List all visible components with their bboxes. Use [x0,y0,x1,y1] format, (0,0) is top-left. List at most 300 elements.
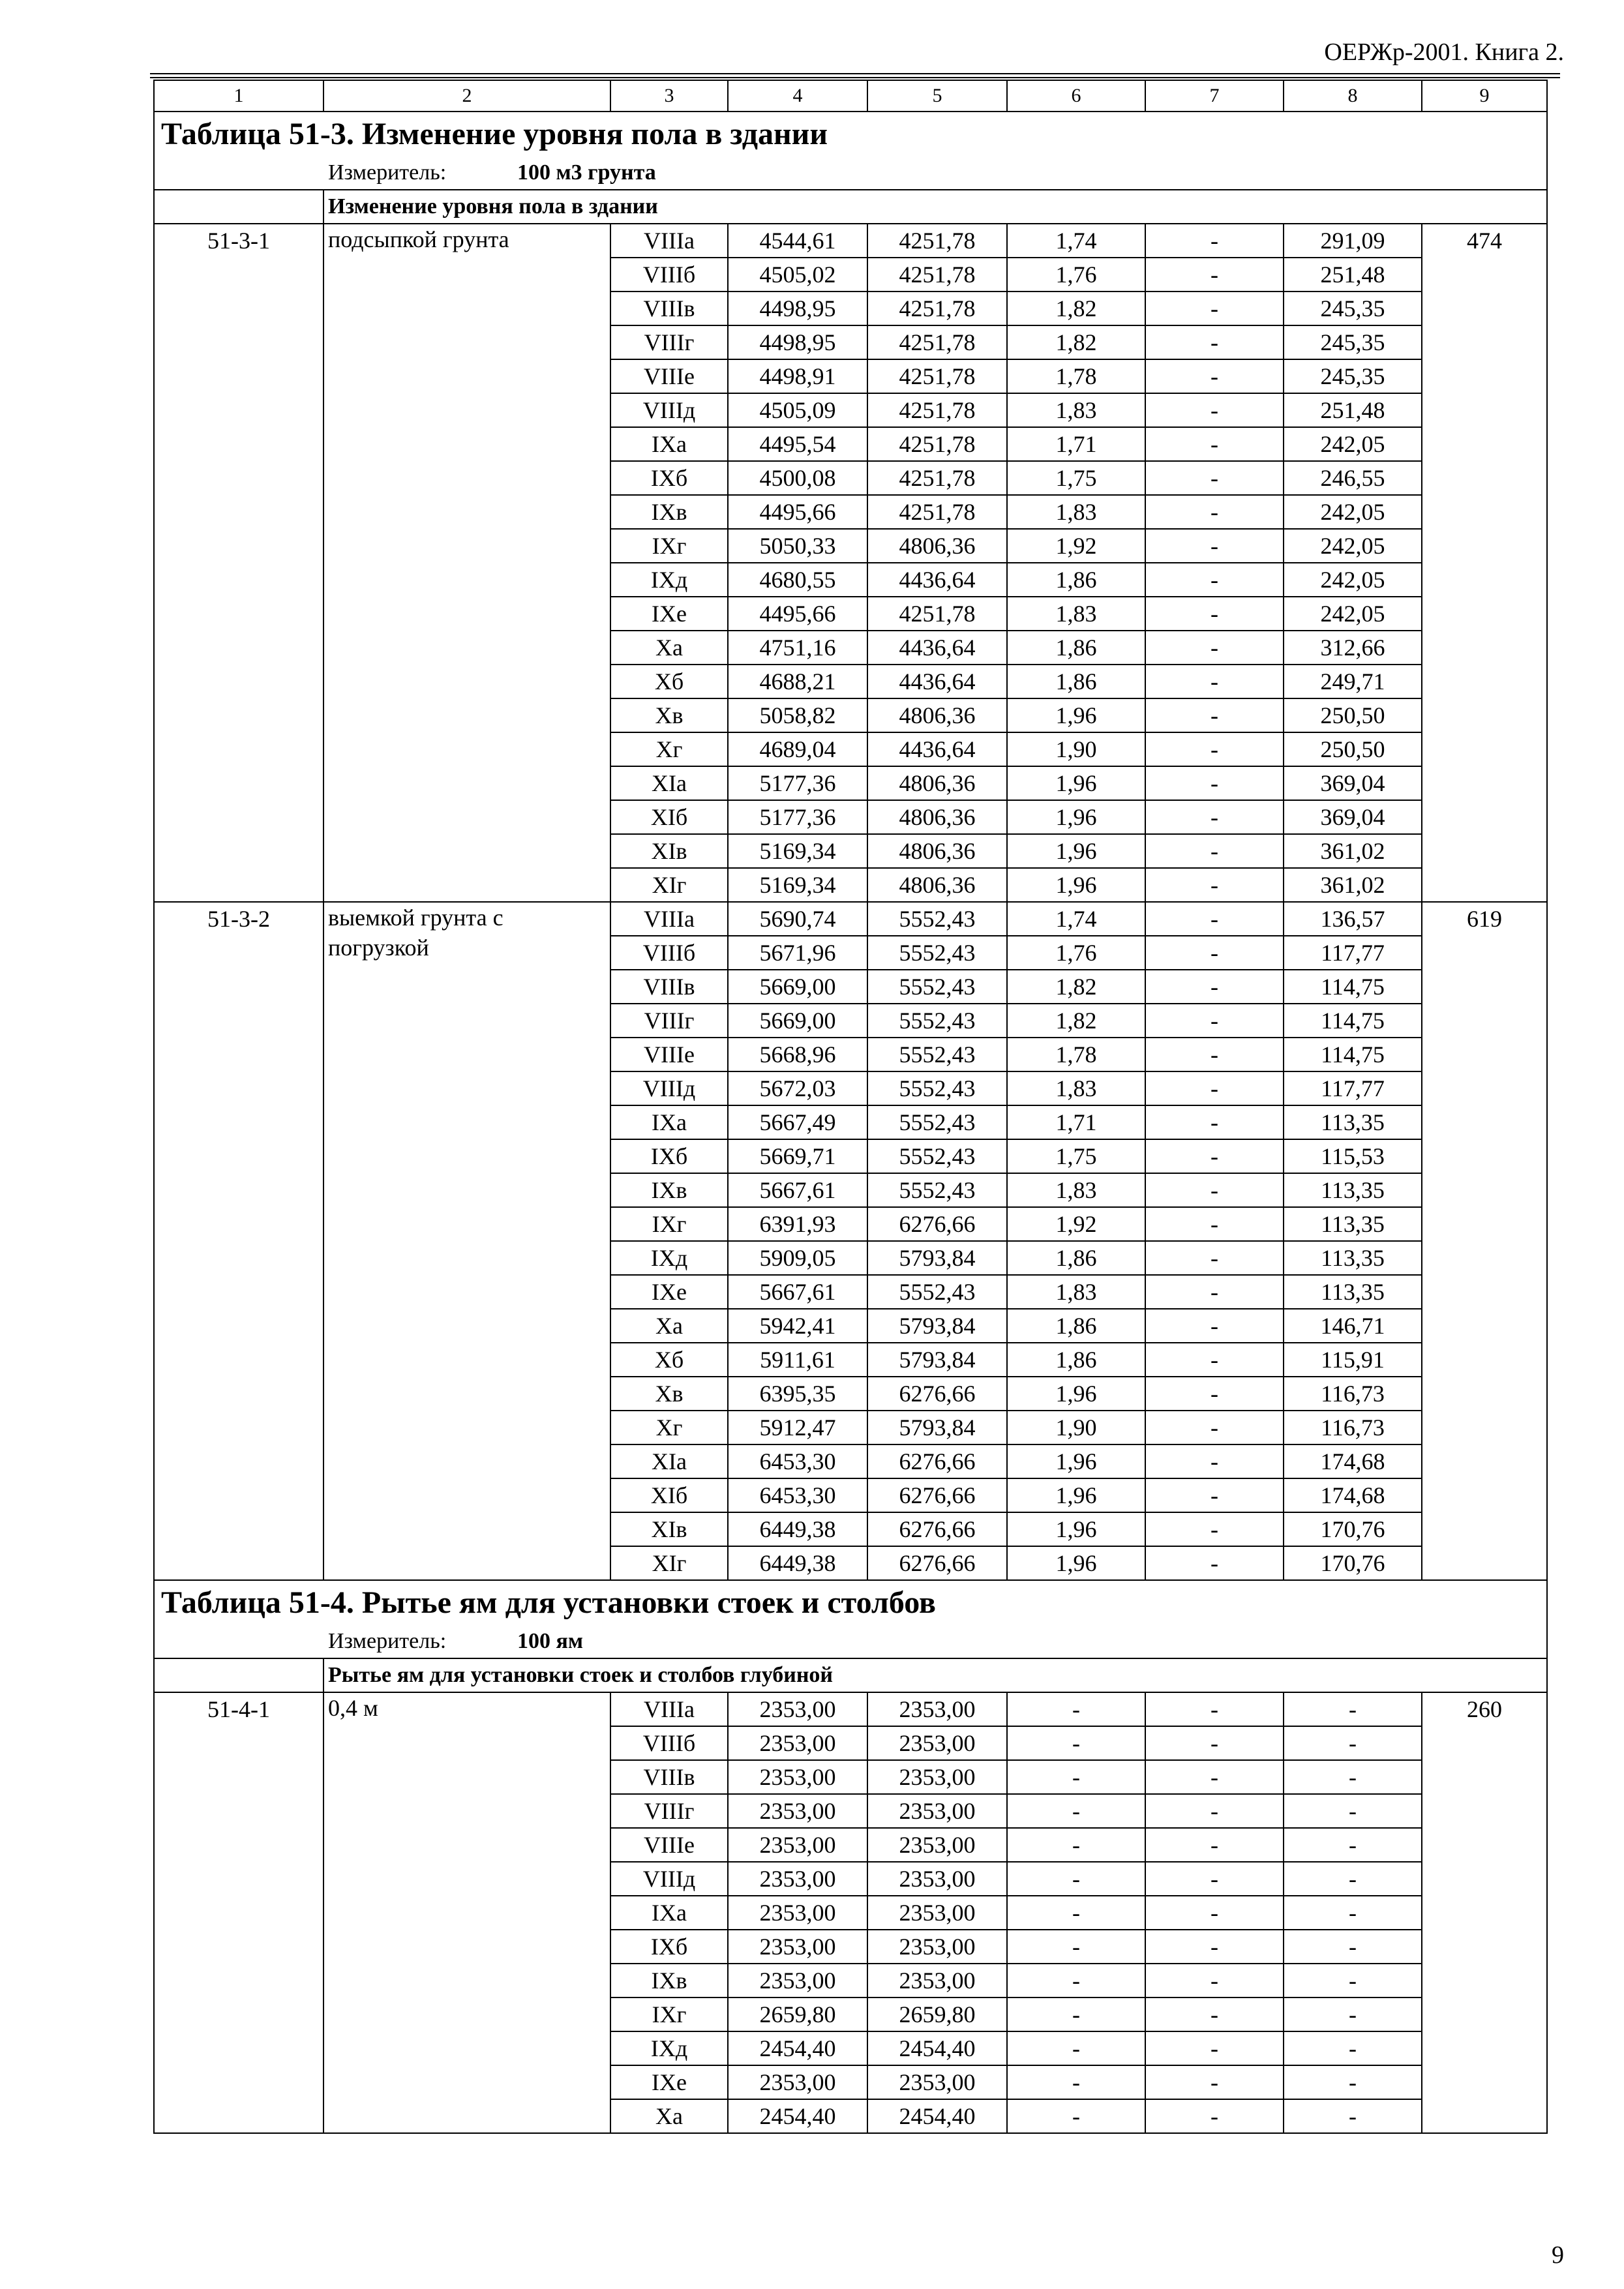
table-cell: VIIIб [610,258,728,292]
table-cell: 1,92 [1007,529,1145,563]
table-cell: 5552,43 [867,1004,1007,1038]
table-cell: 5793,84 [867,1241,1007,1275]
measure-row [154,1625,1547,1658]
table-cell: - [1007,1794,1145,1828]
table-cell: 6276,66 [867,1444,1007,1478]
table-cell: 5552,43 [867,970,1007,1004]
table-cell: - [1145,1105,1284,1139]
table-cell: 5668,96 [728,1038,867,1071]
page-number: 9 [1552,2241,1564,2269]
table-cell: IXг [610,1997,728,2031]
table-cell: 361,02 [1284,834,1422,868]
column-number: 4 [728,80,867,112]
table-cell: 117,77 [1284,936,1422,970]
table-cell: 250,50 [1284,732,1422,766]
table-cell: 245,35 [1284,292,1422,325]
table-cell: IXв [610,495,728,529]
table-cell: 114,75 [1284,1038,1422,1071]
table-cell: 1,78 [1007,1038,1145,1071]
table-cell: 369,04 [1284,766,1422,800]
subtitle: Изменение уровня пола в здании [323,190,1547,224]
table-cell: - [1145,1241,1284,1275]
table-cell: - [1145,597,1284,631]
table-cell: IXд [610,1241,728,1275]
table-cell: IXа [610,1105,728,1139]
table-cell: 113,35 [1284,1241,1422,1275]
column-number: 9 [1422,80,1547,112]
table-cell: - [1145,1930,1284,1964]
table-cell: 4251,78 [867,325,1007,359]
table-cell: - [1145,2099,1284,2133]
table-cell: 1,83 [1007,1071,1145,1105]
table-cell: 4806,36 [867,529,1007,563]
table-cell: - [1145,1071,1284,1105]
table-cell: 2353,00 [728,1896,867,1930]
table-cell: 2353,00 [728,1692,867,1726]
table-cell: 245,35 [1284,359,1422,393]
resource-code: 619 [1422,902,1547,1580]
column-number: 5 [867,80,1007,112]
table-cell: 5169,34 [728,834,867,868]
table-cell: VIIIа [610,224,728,258]
table-cell: 5671,96 [728,936,867,970]
table-cell: 5552,43 [867,1139,1007,1173]
table-cell: 4688,21 [728,665,867,698]
table-cell: 361,02 [1284,868,1422,902]
table-cell: 6453,30 [728,1444,867,1478]
table-cell: VIIIг [610,1794,728,1828]
table-cell: - [1145,1760,1284,1794]
table-cell: VIIIа [610,1692,728,1726]
table-cell: - [1145,902,1284,936]
table-cell: 1,90 [1007,732,1145,766]
table-cell: - [1145,1512,1284,1546]
table-cell: - [1284,1930,1422,1964]
table-cell: 4498,95 [728,292,867,325]
table-cell: - [1145,1726,1284,1760]
table-cell: 2353,00 [728,1964,867,1997]
subtitle: Рытье ям для установки стоек и столбов глубиной [323,1658,1547,1692]
table-cell: 2353,00 [867,1726,1007,1760]
table-cell: 146,71 [1284,1309,1422,1343]
table-cell: - [1145,427,1284,461]
table-cell: - [1007,1862,1145,1896]
table-cell: - [1284,1997,1422,2031]
table-cell: - [1145,563,1284,597]
table-cell: 6276,66 [867,1478,1007,1512]
table-cell: 1,76 [1007,258,1145,292]
table-cell: 2454,40 [728,2099,867,2133]
table-cell: - [1145,1444,1284,1478]
table-cell: IXе [610,597,728,631]
table-cell: - [1145,2065,1284,2099]
table-cell: - [1145,1377,1284,1411]
table-cell: 4436,64 [867,563,1007,597]
table-cell: IXе [610,2065,728,2099]
table-cell: 4495,54 [728,427,867,461]
table-cell: - [1145,1964,1284,1997]
rate-code: 51-3-2 [154,902,323,1580]
table-cell: 4251,78 [867,393,1007,427]
table-cell: 4251,78 [867,427,1007,461]
table-cell: 2353,00 [867,1794,1007,1828]
table-cell: 242,05 [1284,427,1422,461]
table-cell: 2353,00 [867,1828,1007,1862]
table-cell: - [1145,970,1284,1004]
table-cell: - [1145,1173,1284,1207]
table-cell: IXг [610,529,728,563]
table-cell: IXв [610,1173,728,1207]
table-title-row [154,112,1547,157]
table-cell: 5552,43 [867,1071,1007,1105]
work-name: 0,4 м [323,1692,610,2133]
table-cell: 113,35 [1284,1207,1422,1241]
table-cell: 5669,00 [728,1004,867,1038]
table-cell: 1,78 [1007,359,1145,393]
table-cell: VIIIд [610,1071,728,1105]
table-cell: 369,04 [1284,800,1422,834]
table-cell: VIIIг [610,325,728,359]
table-cell: 4436,64 [867,631,1007,665]
table-cell: - [1007,1726,1145,1760]
column-number: 7 [1145,80,1284,112]
table-cell: - [1007,2099,1145,2133]
table-cell: - [1145,732,1284,766]
table-cell: 2353,00 [728,1862,867,1896]
work-name: выемкой грунта с погрузкой [323,902,610,1580]
table-cell: - [1145,665,1284,698]
table-cell: 6276,66 [867,1377,1007,1411]
table-cell: 5690,74 [728,902,867,936]
table-cell: 5050,33 [728,529,867,563]
table-cell: 6449,38 [728,1512,867,1546]
table-cell: 4806,36 [867,868,1007,902]
table-cell: 170,76 [1284,1546,1422,1580]
table-cell: 5177,36 [728,800,867,834]
table-cell: 4495,66 [728,597,867,631]
table-cell: 174,68 [1284,1444,1422,1478]
table-cell: IXб [610,1139,728,1173]
table-cell: 1,86 [1007,1343,1145,1377]
table-cell: 4806,36 [867,766,1007,800]
table-cell: 5552,43 [867,1173,1007,1207]
table-cell: VIIIб [610,1726,728,1760]
table-cell: - [1145,1862,1284,1896]
table-cell: 5058,82 [728,698,867,732]
table-cell: Xа [610,631,728,665]
table-cell: 5552,43 [867,936,1007,970]
table-cell: 1,83 [1007,495,1145,529]
table-row [154,902,1547,936]
table-cell: - [1145,1411,1284,1444]
table-cell: - [1145,834,1284,868]
table-cell: - [1007,1930,1145,1964]
table-cell: 4500,08 [728,461,867,495]
table-cell: IXб [610,1930,728,1964]
table-cell: - [1145,1139,1284,1173]
table-cell: Xг [610,732,728,766]
table-cell: 242,05 [1284,529,1422,563]
header-rule [150,73,1560,74]
table-cell: 2353,00 [728,1794,867,1828]
table-cell: - [1145,325,1284,359]
table-cell: 1,92 [1007,1207,1145,1241]
column-number-row [154,80,1547,112]
table-cell: 1,83 [1007,597,1145,631]
table-cell: 1,71 [1007,427,1145,461]
table-cell: - [1145,495,1284,529]
table-cell: - [1007,1828,1145,1862]
table-cell: IXг [610,1207,728,1241]
table-cell: 115,91 [1284,1343,1422,1377]
table-cell: - [1145,1004,1284,1038]
table-cell: 170,76 [1284,1512,1422,1546]
table-cell: 5552,43 [867,1038,1007,1071]
table-title: Таблица 51-4. Рытье ям для установки стоек и столбов [154,1580,1547,1625]
table-cell: 1,74 [1007,224,1145,258]
table-cell: IXа [610,427,728,461]
table-cell: - [1284,2065,1422,2099]
table-cell: 1,71 [1007,1105,1145,1139]
table-cell: - [1145,631,1284,665]
table-cell: - [1145,1546,1284,1580]
table-cell: 5912,47 [728,1411,867,1444]
table-cell: 174,68 [1284,1478,1422,1512]
table-cell: 1,96 [1007,834,1145,868]
table-cell: - [1145,2031,1284,2065]
measure-label: Измеритель: [328,1629,447,1653]
table-cell: - [1284,2031,1422,2065]
table-cell: 5169,34 [728,868,867,902]
table-cell: - [1145,1343,1284,1377]
header-rule-second [150,77,1560,78]
table-cell: - [1145,1794,1284,1828]
table-cell: 4251,78 [867,359,1007,393]
table-cell: Xг [610,1411,728,1444]
table-cell: - [1145,1207,1284,1241]
table-cell: - [1145,224,1284,258]
table-cell: 246,55 [1284,461,1422,495]
table-cell: VIIIа [610,902,728,936]
table-cell: 1,75 [1007,461,1145,495]
table-cell: XIа [610,1444,728,1478]
table-cell: 5552,43 [867,902,1007,936]
table-cell: 245,35 [1284,325,1422,359]
table-cell: 4251,78 [867,597,1007,631]
table-cell: IXд [610,2031,728,2065]
table-cell: - [1145,1275,1284,1309]
column-number: 3 [610,80,728,112]
rate-code: 51-3-1 [154,224,323,902]
table-cell: IXб [610,461,728,495]
column-number: 8 [1284,80,1422,112]
table-cell: 4251,78 [867,224,1007,258]
table-cell: 5793,84 [867,1343,1007,1377]
table-cell: XIв [610,1512,728,1546]
table-cell: 5672,03 [728,1071,867,1105]
table-cell: 2353,00 [867,1692,1007,1726]
table-cell: - [1145,1309,1284,1343]
subtitle-row [154,1658,1547,1692]
table-cell: 2454,40 [867,2099,1007,2133]
table-cell: - [1145,1692,1284,1726]
table-cell: 5942,41 [728,1309,867,1343]
table-cell: - [1145,936,1284,970]
table-cell: 2353,00 [867,1760,1007,1794]
table-cell: 6276,66 [867,1207,1007,1241]
rates-table [153,80,1548,2134]
table-cell: 5667,49 [728,1105,867,1139]
work-name: подсыпкой грунта [323,224,610,902]
table-cell: 4251,78 [867,292,1007,325]
measure-cell [154,1625,1547,1658]
table-cell: 4436,64 [867,665,1007,698]
table-cell: 1,75 [1007,1139,1145,1173]
table-cell: Xб [610,1343,728,1377]
table-cell: VIIIе [610,1828,728,1862]
table-cell: 1,96 [1007,1478,1145,1512]
table-cell: - [1145,292,1284,325]
table-cell: - [1145,766,1284,800]
table-cell: - [1145,258,1284,292]
table-cell: 5911,61 [728,1343,867,1377]
table-cell: 4806,36 [867,834,1007,868]
table-cell: 1,96 [1007,800,1145,834]
table-cell: IXе [610,1275,728,1309]
table-cell: 2353,00 [728,1726,867,1760]
table-cell: 2454,40 [867,2031,1007,2065]
column-number: 2 [323,80,610,112]
table-cell: - [1284,1964,1422,1997]
table-cell: VIIIг [610,1004,728,1038]
table-cell: - [1145,1997,1284,2031]
rate-code: 51-4-1 [154,1692,323,2133]
table-cell: XIв [610,834,728,868]
table-cell: - [1284,1862,1422,1896]
table-cell: 1,96 [1007,766,1145,800]
table-cell: 2353,00 [728,1828,867,1862]
table-cell: - [1145,393,1284,427]
table-cell: 2353,00 [728,1930,867,1964]
table-cell: - [1284,1760,1422,1794]
table-cell: Xб [610,665,728,698]
table-cell: 116,73 [1284,1411,1422,1444]
table-cell: 113,35 [1284,1105,1422,1139]
resource-code: 260 [1422,1692,1547,2133]
table-cell: 1,82 [1007,1004,1145,1038]
table-cell: - [1145,1038,1284,1071]
table-cell: 1,86 [1007,563,1145,597]
table-cell: - [1145,1828,1284,1862]
table-cell: 1,83 [1007,1173,1145,1207]
table-cell: 5793,84 [867,1309,1007,1343]
table-cell: IXд [610,563,728,597]
table-cell: - [1007,2031,1145,2065]
measure-label: Измеритель: [328,160,447,185]
table-cell: 4495,66 [728,495,867,529]
running-header: ОЕРЖр-2001. Книга 2. [1324,38,1564,66]
table-cell: 5669,00 [728,970,867,1004]
table-cell: 2353,00 [867,1896,1007,1930]
table-cell: 6449,38 [728,1546,867,1580]
table-cell: 1,82 [1007,292,1145,325]
table-cell: 4689,04 [728,732,867,766]
table-cell: - [1007,1692,1145,1726]
table-cell: VIIIв [610,1760,728,1794]
table-body [154,80,1547,2133]
table-cell: Xв [610,698,728,732]
table-cell: 5909,05 [728,1241,867,1275]
table-cell: - [1284,1794,1422,1828]
table-cell: VIIIв [610,970,728,1004]
table-cell: IXа [610,1896,728,1930]
table-cell: - [1284,2099,1422,2133]
table-cell: IXв [610,1964,728,1997]
table-cell: VIIIд [610,393,728,427]
table-cell: 113,35 [1284,1173,1422,1207]
table-cell: Xа [610,1309,728,1343]
table-cell: 4251,78 [867,258,1007,292]
table-cell: 1,96 [1007,868,1145,902]
table-cell: 4680,55 [728,563,867,597]
table-cell: 1,86 [1007,631,1145,665]
table-cell: 113,35 [1284,1275,1422,1309]
table-cell: 242,05 [1284,597,1422,631]
table-cell: 1,96 [1007,1444,1145,1478]
table-cell: - [1145,698,1284,732]
table-cell: - [1007,1760,1145,1794]
table-cell: 4251,78 [867,461,1007,495]
table-cell: 4505,02 [728,258,867,292]
table-cell: - [1007,1997,1145,2031]
table-cell: 6395,35 [728,1377,867,1411]
table-cell: Xв [610,1377,728,1411]
table-cell: 4806,36 [867,698,1007,732]
table-cell: 114,75 [1284,970,1422,1004]
table-cell: 5793,84 [867,1411,1007,1444]
table-cell: 2353,00 [867,2065,1007,2099]
table-title-row [154,1580,1547,1625]
table-cell: 2659,80 [867,1997,1007,2031]
table-cell: 5669,71 [728,1139,867,1173]
table-cell: 1,74 [1007,902,1145,936]
table-cell: 5177,36 [728,766,867,800]
table-cell: - [1145,868,1284,902]
table-cell: - [1007,1964,1145,1997]
table-cell: 4498,95 [728,325,867,359]
table-cell: - [1284,1726,1422,1760]
table-cell: VIIIв [610,292,728,325]
table-cell: VIIIе [610,359,728,393]
table-cell: Xа [610,2099,728,2133]
table-cell: 136,57 [1284,902,1422,936]
table-row [154,224,1547,258]
subtitle-row [154,190,1547,224]
table-row [154,1692,1547,1726]
table-cell: 1,86 [1007,1241,1145,1275]
subtitle-spacer [154,190,323,224]
table-cell: - [1284,1896,1422,1930]
table-cell: 4498,91 [728,359,867,393]
table-cell: 1,86 [1007,665,1145,698]
table-cell: - [1284,1828,1422,1862]
resource-code: 474 [1422,224,1547,902]
table-cell: VIIIд [610,1862,728,1896]
table-cell: 1,96 [1007,1512,1145,1546]
table-cell: 4751,16 [728,631,867,665]
table-cell: XIг [610,1546,728,1580]
table-cell: 4251,78 [867,495,1007,529]
